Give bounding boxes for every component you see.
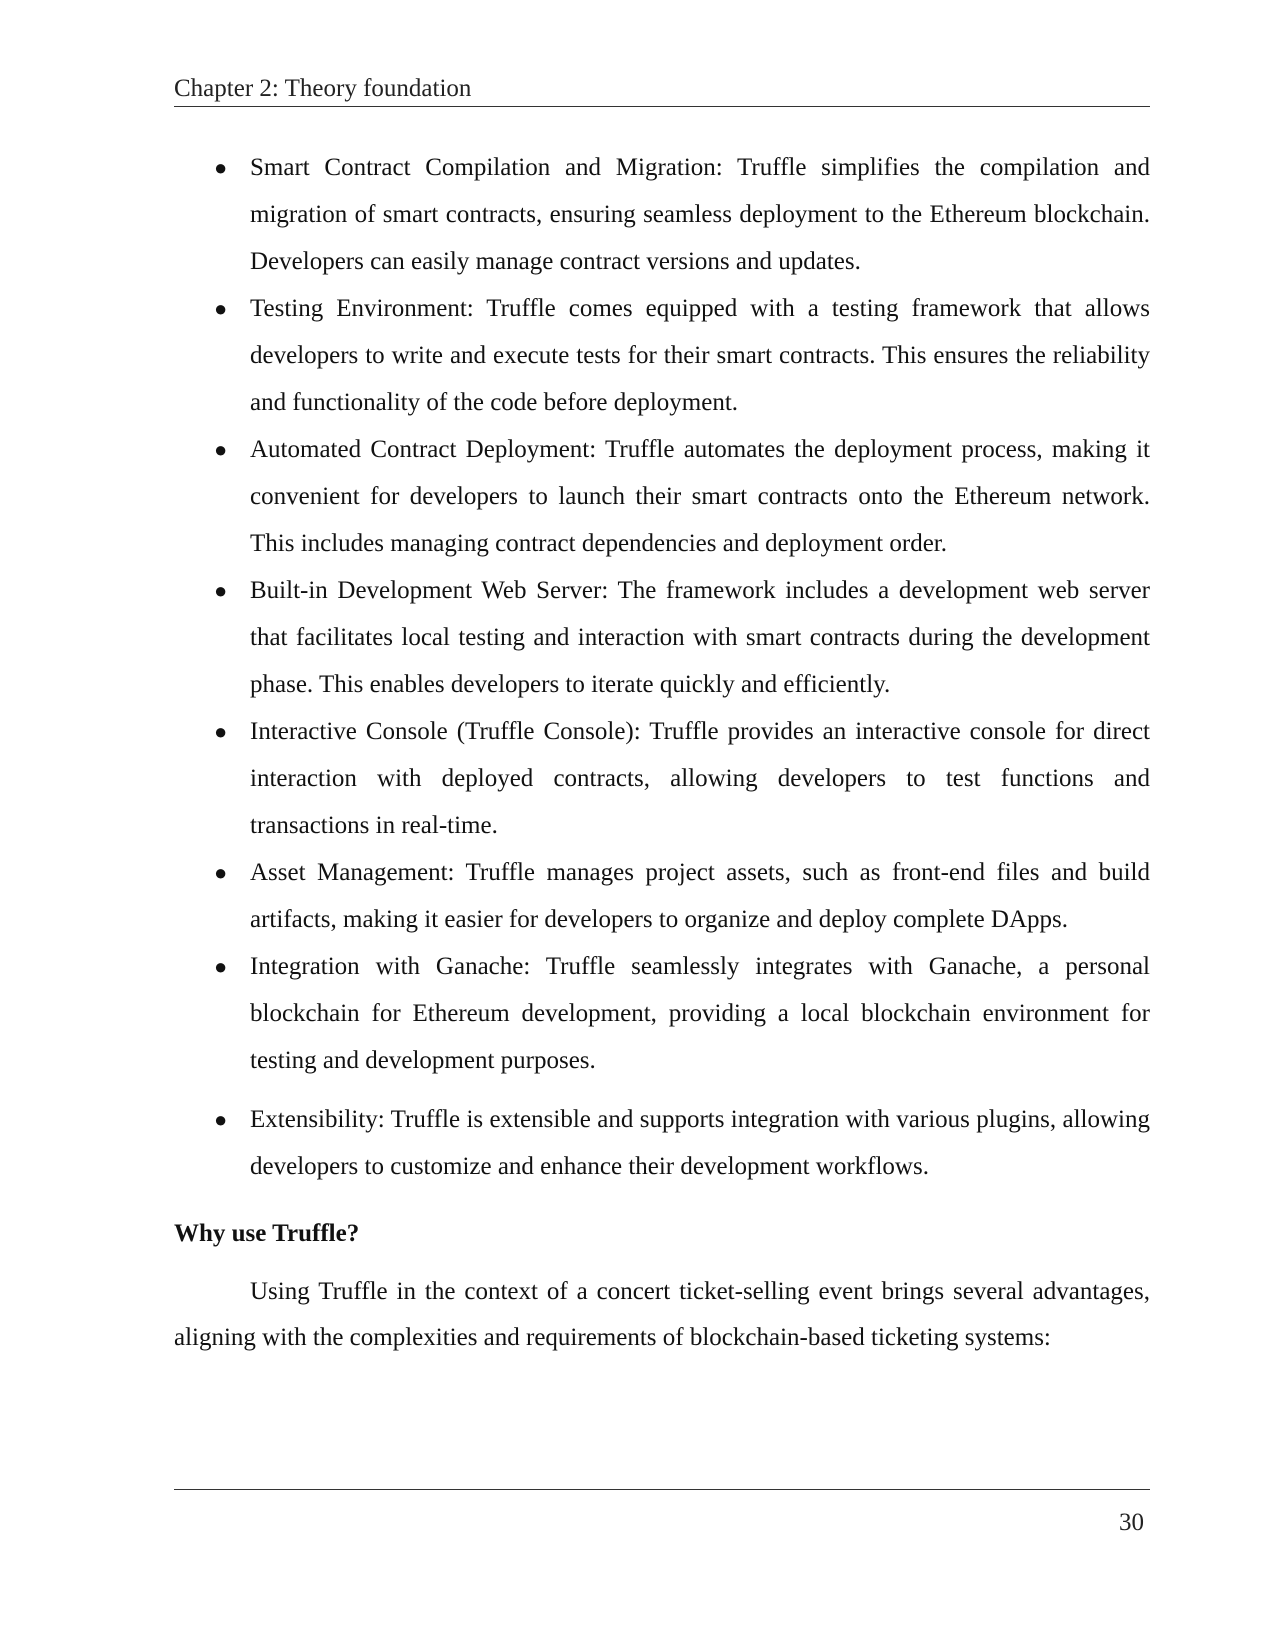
bullet-text: Testing Environment: Truffle comes equipped with a testing framework that allows developers to write and execute tests for their smart contracts. This ensures the reliability and functionality of the code before deployment. [250,295,1150,416]
bullet-item-deployment [174,426,1150,567]
running-header: Chapter 2: Theory foundation [174,75,472,102]
bullet-text: Automated Contract Deployment: Truffle automates the deployment process, making it convenient for developers to launch their smart contracts onto the Ethereum network. This includes managing contract dependencies and deployment order. [250,436,1150,557]
bullet-text: Extensibility: Truffle is extensible and supports integration with various plugins, allowing developers to customize and enhance their development workflows. [250,1106,1150,1180]
header-divider [174,106,1150,107]
bullet-item-assets [174,849,1150,943]
bullet-icon: ● [214,719,228,744]
bullet-text: Integration with Ganache: Truffle seamlessly integrates with Ganache, a personal blockchain for Ethereum development, providing a local blockchain environment for testing and development purposes. [250,953,1150,1074]
page-content [174,144,1150,1361]
bullet-icon: ● [214,1107,228,1132]
section-heading: Why use Truffle? [174,1220,360,1247]
page-number: 30 [1119,1509,1144,1536]
footer-divider [174,1489,1150,1490]
bullet-item-extensibility [174,1096,1150,1190]
bullet-icon: ● [214,437,228,462]
bullet-text: Smart Contract Compilation and Migration: Truffle simplifies the compilation and migration of smart contracts, ensuring seamless deployment to the Ethereum blockchain. Developers can easily manage contract versions and updates. [250,154,1150,275]
bullet-text: Built-in Development Web Server: The framework includes a development web server that facilitates local testing and interaction with smart contracts during the development phase. This enables developers to iterate quickly and efficiently. [250,577,1150,698]
bullet-item-testing [174,285,1150,426]
bullet-text: Asset Management: Truffle manages project assets, such as front-end files and build artifacts, making it easier for developers to organize and deploy complete DApps. [250,859,1150,933]
section-paragraph: Using Truffle in the context of a concert ticket-selling event brings several advantages, aligning with the complexities and requirements of blockchain-based ticketing systems: [174,1278,1150,1351]
bullet-text: Interactive Console (Truffle Console): Truffle provides an interactive console for direct interaction with deployed contracts, allowing developers to test functions and transactions in real-time. [250,718,1150,839]
bullet-item-console [174,708,1150,849]
bullet-icon: ● [214,296,228,321]
feature-bullet-list [174,144,1150,1190]
bullet-icon: ● [214,578,228,603]
bullet-icon: ● [214,155,228,180]
bullet-icon: ● [214,860,228,885]
bullet-item-ganache [174,943,1150,1084]
bullet-item-web-server [174,567,1150,708]
bullet-item-compilation [174,144,1150,285]
bullet-icon: ● [214,954,228,979]
